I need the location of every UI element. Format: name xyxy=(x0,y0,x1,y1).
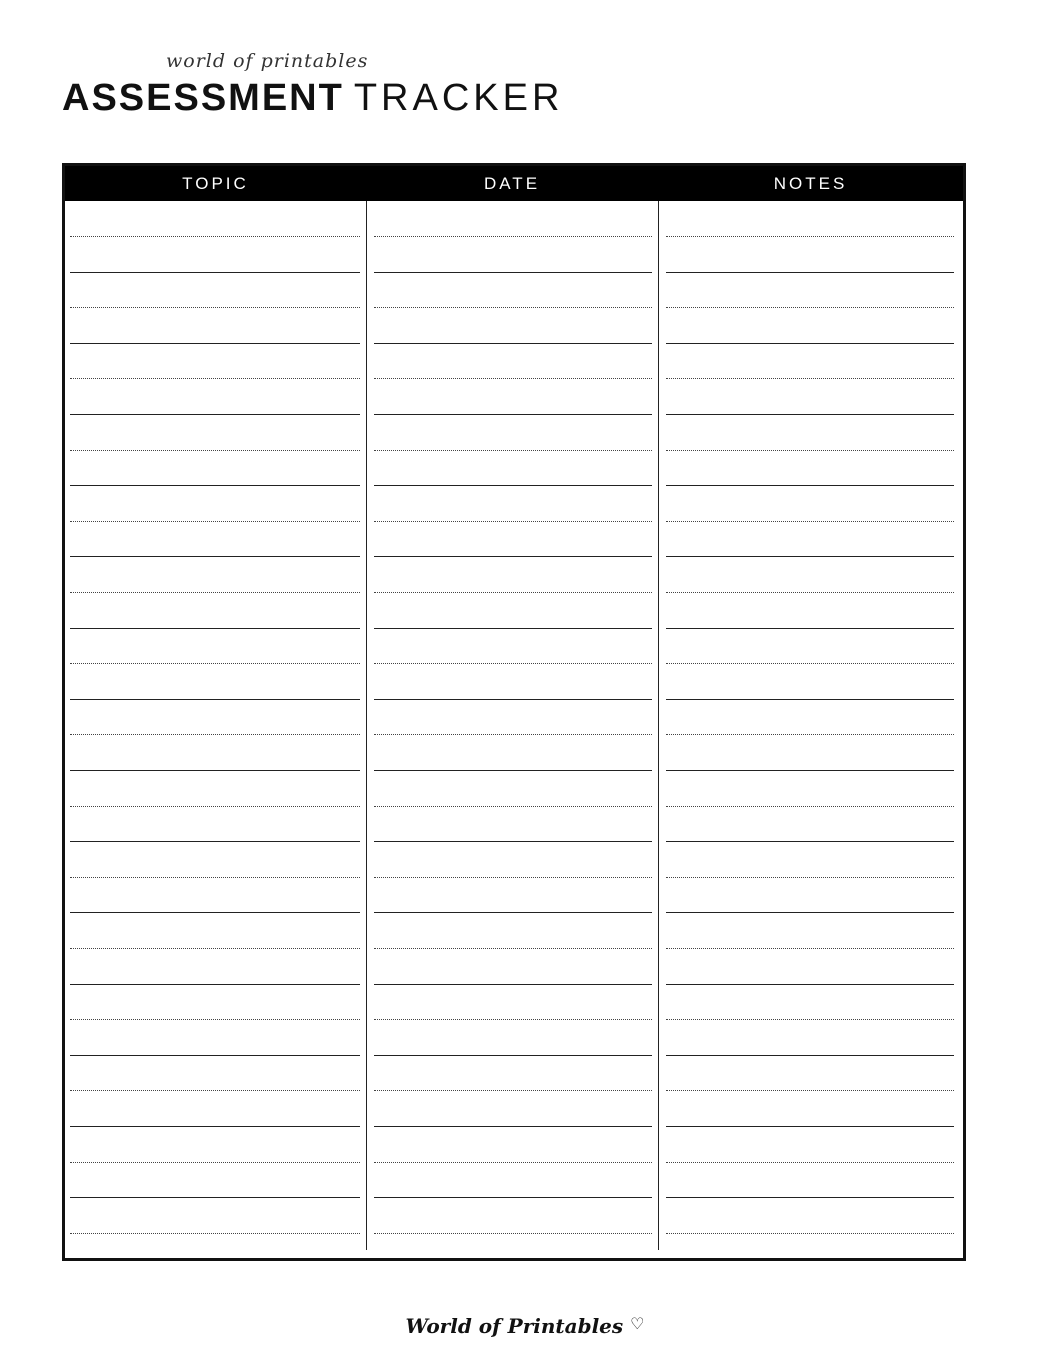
writing-line-dotted xyxy=(374,663,652,664)
column-divider xyxy=(658,201,659,1250)
writing-line-dotted xyxy=(374,450,652,451)
writing-line-solid xyxy=(70,984,360,985)
writing-line-solid xyxy=(70,912,360,913)
writing-line-dotted xyxy=(70,948,360,949)
writing-line-dotted xyxy=(666,378,954,379)
writing-line-dotted xyxy=(666,948,954,949)
column-header-topic: TOPIC xyxy=(182,174,249,193)
brand-script-logo: world of printables xyxy=(166,50,369,72)
writing-line-dotted xyxy=(374,378,652,379)
writing-line-solid xyxy=(374,1055,652,1056)
writing-line-dotted xyxy=(70,663,360,664)
writing-line-dotted xyxy=(70,877,360,878)
writing-line-solid xyxy=(374,556,652,557)
writing-line-solid xyxy=(666,343,954,344)
writing-line-dotted xyxy=(374,877,652,878)
writing-line-solid xyxy=(70,556,360,557)
writing-line-dotted xyxy=(666,521,954,522)
writing-line-solid xyxy=(666,272,954,273)
writing-line-solid xyxy=(666,556,954,557)
writing-line-dotted xyxy=(666,1090,954,1091)
writing-line-dotted xyxy=(374,948,652,949)
writing-line-solid xyxy=(374,984,652,985)
writing-line-dotted xyxy=(70,378,360,379)
writing-line-solid xyxy=(666,1126,954,1127)
writing-line-solid xyxy=(374,912,652,913)
writing-line-solid xyxy=(374,485,652,486)
writing-line-dotted xyxy=(666,734,954,735)
writing-line-solid xyxy=(70,699,360,700)
writing-line-dotted xyxy=(70,1162,360,1163)
writing-line-dotted xyxy=(374,1019,652,1020)
writing-line-dotted xyxy=(666,1162,954,1163)
writing-line-dotted xyxy=(70,806,360,807)
writing-line-dotted xyxy=(666,1019,954,1020)
writing-line-dotted xyxy=(666,592,954,593)
writing-line-dotted xyxy=(70,1019,360,1020)
column-divider xyxy=(366,201,367,1250)
writing-line-solid xyxy=(70,414,360,415)
writing-line-dotted xyxy=(374,1090,652,1091)
writing-line-dotted xyxy=(70,236,360,237)
title-bold: ASSESSMENT xyxy=(62,77,344,119)
writing-line-dotted xyxy=(666,877,954,878)
writing-line-solid xyxy=(374,343,652,344)
writing-line-dotted xyxy=(374,521,652,522)
writing-line-solid xyxy=(70,628,360,629)
writing-line-dotted xyxy=(374,806,652,807)
heart-icon: ♡ xyxy=(630,1314,645,1333)
writing-line-dotted xyxy=(374,236,652,237)
writing-line-solid xyxy=(374,1126,652,1127)
writing-line-solid xyxy=(666,414,954,415)
column-header-notes: NOTES xyxy=(773,174,848,193)
table-header xyxy=(65,166,963,201)
writing-line-dotted xyxy=(70,734,360,735)
writing-line-dotted xyxy=(70,521,360,522)
footer-brand xyxy=(0,1314,1050,1338)
writing-line-solid xyxy=(70,1055,360,1056)
writing-line-dotted xyxy=(666,307,954,308)
writing-line-dotted xyxy=(70,1233,360,1234)
writing-line-dotted xyxy=(374,307,652,308)
writing-line-solid xyxy=(70,841,360,842)
writing-line-dotted xyxy=(374,1162,652,1163)
writing-line-dotted xyxy=(70,450,360,451)
writing-line-solid xyxy=(666,699,954,700)
writing-line-solid xyxy=(374,272,652,273)
writing-line-solid xyxy=(70,770,360,771)
writing-line-dotted xyxy=(374,1233,652,1234)
writing-line-dotted xyxy=(374,592,652,593)
title-light: TRACKER xyxy=(353,77,564,119)
writing-line-solid xyxy=(374,1197,652,1198)
writing-line-solid xyxy=(70,485,360,486)
writing-line-dotted xyxy=(70,307,360,308)
writing-line-solid xyxy=(70,272,360,273)
writing-line-solid xyxy=(666,984,954,985)
writing-line-solid xyxy=(374,699,652,700)
writing-line-solid xyxy=(666,1197,954,1198)
writing-line-dotted xyxy=(666,663,954,664)
writing-line-solid xyxy=(374,414,652,415)
writing-line-solid xyxy=(374,841,652,842)
tracker-table xyxy=(62,163,966,1261)
writing-line-dotted xyxy=(666,806,954,807)
column-header-date: DATE xyxy=(483,174,541,193)
writing-line-solid xyxy=(666,485,954,486)
writing-line-dotted xyxy=(666,236,954,237)
writing-line-dotted xyxy=(666,450,954,451)
writing-line-solid xyxy=(70,343,360,344)
writing-line-solid xyxy=(666,628,954,629)
footer-brand-text: World of Printables xyxy=(405,1314,624,1338)
writing-line-solid xyxy=(666,912,954,913)
writing-line-solid xyxy=(70,1126,360,1127)
writing-line-dotted xyxy=(666,1233,954,1234)
writing-line-solid xyxy=(374,770,652,771)
writing-line-solid xyxy=(666,841,954,842)
writing-line-solid xyxy=(666,1055,954,1056)
writing-line-dotted xyxy=(374,734,652,735)
writing-line-dotted xyxy=(70,1090,360,1091)
writing-line-solid xyxy=(70,1197,360,1198)
writing-line-dotted xyxy=(70,592,360,593)
page-title xyxy=(62,76,563,120)
writing-line-solid xyxy=(374,628,652,629)
writing-line-solid xyxy=(666,770,954,771)
